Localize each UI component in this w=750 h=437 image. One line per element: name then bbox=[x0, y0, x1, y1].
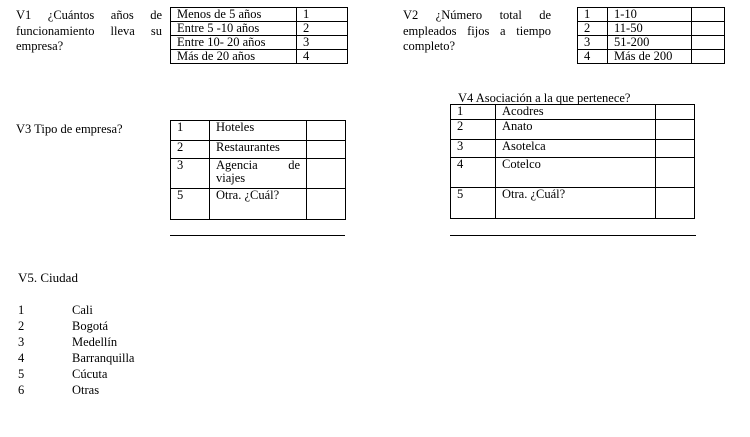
v1-option-label: Entre 5 -10 años bbox=[171, 22, 297, 36]
v2-option-label: 11-50 bbox=[608, 22, 692, 36]
table-row bbox=[451, 140, 695, 158]
v2-empty-cell bbox=[692, 50, 725, 64]
v1-option-code: 2 bbox=[297, 22, 348, 36]
v2-option-code: 2 bbox=[578, 22, 608, 36]
v5-option-code: 6 bbox=[18, 383, 25, 397]
v4-option-code: 4 bbox=[451, 158, 496, 188]
v5-option-code: 3 bbox=[18, 335, 25, 349]
v5-option-code: 2 bbox=[18, 319, 25, 333]
v5-option-label: Medellín bbox=[72, 335, 118, 349]
v5-option-label: Bogotá bbox=[72, 319, 109, 333]
v4-option-code: 2 bbox=[451, 120, 496, 140]
table-row bbox=[171, 50, 348, 64]
v4-option-label: Asotelca bbox=[496, 140, 656, 158]
v5-option-label: Barranquilla bbox=[72, 351, 135, 365]
v3-answer-line bbox=[170, 235, 345, 236]
v3-option-label: Agencia de viajes bbox=[210, 159, 307, 189]
v2-option-code: 3 bbox=[578, 36, 608, 50]
table-row bbox=[578, 8, 725, 22]
v3-option-code: 2 bbox=[171, 141, 210, 159]
v4-answer-line bbox=[450, 235, 696, 236]
v2-option-label: 1-10 bbox=[608, 8, 692, 22]
v5-option-label: Otras bbox=[72, 383, 100, 397]
table-row bbox=[171, 8, 348, 22]
v1-option-label: Más de 20 años bbox=[171, 50, 297, 64]
v1-question: V1 ¿Cuántos años de funcionamiento lleva su empresa? bbox=[16, 8, 162, 53]
v5-option-code: 1 bbox=[18, 303, 25, 317]
v3-question: V3 Tipo de empresa? bbox=[16, 122, 123, 136]
v2-option-label: 51-200 bbox=[608, 36, 692, 50]
v3-option-label: Restaurantes bbox=[210, 141, 307, 159]
v4-options-table bbox=[450, 104, 695, 219]
table-row bbox=[171, 159, 346, 189]
table-row bbox=[171, 36, 348, 50]
v4-option-code: 3 bbox=[451, 140, 496, 158]
table-row bbox=[171, 189, 346, 220]
v4-option-label: Otra. ¿Cuál? bbox=[496, 188, 656, 219]
table-row bbox=[578, 36, 725, 50]
table-row bbox=[171, 121, 346, 141]
v3-option-label: Otra. ¿Cuál? bbox=[210, 189, 307, 220]
v2-empty-cell bbox=[692, 22, 725, 36]
v4-option-label: Cotelco bbox=[496, 158, 656, 188]
table-row bbox=[451, 120, 695, 140]
v4-question: V4 Asociación a la que pertenece? bbox=[458, 91, 631, 105]
v2-option-code: 4 bbox=[578, 50, 608, 64]
v3-empty-cell bbox=[307, 121, 346, 141]
table-row bbox=[171, 141, 346, 159]
table-row bbox=[451, 188, 695, 219]
v4-option-label: Acodres bbox=[496, 105, 656, 120]
v4-option-code: 1 bbox=[451, 105, 496, 120]
v5-question: V5. Ciudad bbox=[18, 270, 78, 285]
v3-empty-cell bbox=[307, 159, 346, 189]
v4-option-label: Anato bbox=[496, 120, 656, 140]
v2-options-table bbox=[577, 7, 725, 64]
v5-option-code: 5 bbox=[18, 367, 25, 381]
v3-empty-cell bbox=[307, 189, 346, 220]
v1-options-table bbox=[170, 7, 348, 64]
v3-option-code: 1 bbox=[171, 121, 210, 141]
v2-option-code: 1 bbox=[578, 8, 608, 22]
v4-empty-cell bbox=[656, 120, 695, 140]
v3-options-table bbox=[170, 120, 346, 220]
table-row bbox=[451, 105, 695, 120]
v1-option-code: 1 bbox=[297, 8, 348, 22]
v5-option-label: Cúcuta bbox=[72, 367, 108, 381]
v4-empty-cell bbox=[656, 105, 695, 120]
v2-empty-cell bbox=[692, 36, 725, 50]
table-row bbox=[171, 22, 348, 36]
v4-empty-cell bbox=[656, 140, 695, 158]
v5-option-code: 4 bbox=[18, 351, 25, 365]
v1-option-code: 3 bbox=[297, 36, 348, 50]
v4-option-code: 5 bbox=[451, 188, 496, 219]
table-row bbox=[451, 158, 695, 188]
v4-empty-cell bbox=[656, 158, 695, 188]
v5-option-label: Cali bbox=[72, 303, 93, 317]
v3-option-code: 3 bbox=[171, 159, 210, 189]
table-row bbox=[578, 50, 725, 64]
v1-option-label: Entre 10- 20 años bbox=[171, 36, 297, 50]
v2-empty-cell bbox=[692, 8, 725, 22]
v2-question: V2 ¿Número total de empleados fijos a tiempo completo? bbox=[403, 8, 551, 53]
v1-option-label: Menos de 5 años bbox=[171, 8, 297, 22]
v2-option-label: Más de 200 bbox=[608, 50, 692, 64]
v3-option-code: 5 bbox=[171, 189, 210, 220]
table-row bbox=[578, 22, 725, 36]
v3-option-label: Hoteles bbox=[210, 121, 307, 141]
v4-empty-cell bbox=[656, 188, 695, 219]
v1-option-code: 4 bbox=[297, 50, 348, 64]
v3-empty-cell bbox=[307, 141, 346, 159]
